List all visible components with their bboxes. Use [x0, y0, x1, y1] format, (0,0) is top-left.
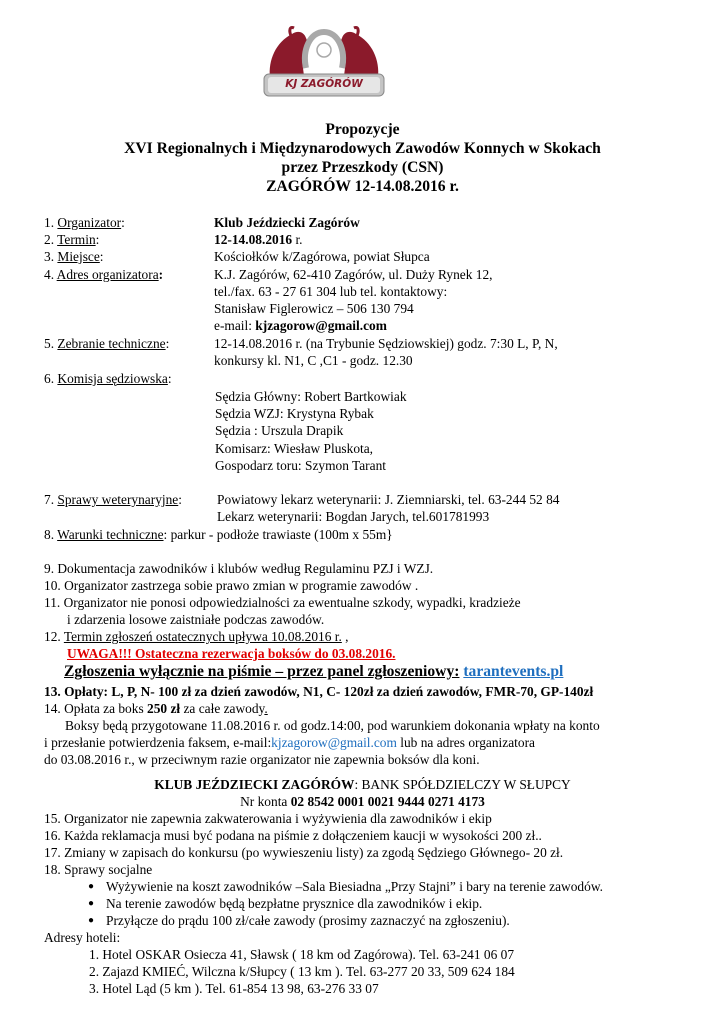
jury-member: Sędzia WZJ: Krystyna Rybak [215, 406, 374, 421]
item-14-box-fee: 14. Opłata za boks 250 zł za całe zawody. [44, 701, 268, 716]
item-10: 10. Organizator zastrzega sobie prawo zmian w programie zawodów . [44, 578, 419, 593]
item-9: 9. Dokumentacja zawodników i klubów według Regulaminu PZJ i WZJ. [44, 561, 434, 576]
jury-member: Sędzia : Urszula Drapik [215, 423, 344, 438]
item-11-cont: i zdarzenia losowe zaistniałe podczas zawodów. [67, 612, 325, 627]
club-logo [258, 20, 390, 104]
heading-title: Propozycje [325, 121, 400, 138]
item-meeting-label: 5. Zebranie techniczne: [44, 336, 170, 351]
boxes-line-1: Boksy będą przygotowane 11.08.2016 r. od godz.14:00, pod warunkiem dokonania wpłaty na konto [65, 718, 600, 733]
logo-text: KJ ZAGÓRÓW [285, 78, 363, 90]
social-bullet: Wyżywienie na koszt zawodników –Sala Biesiadna „Przy Stajni” i bary na terenie zawodów. [106, 879, 603, 894]
social-bullet: Przyłącze do prądu 100 zł/całe zawody (prosimy zaznaczyć na zgłoszeniu). [106, 913, 510, 928]
item-13-fees: 13. Opłaty: L, P, N- 100 zł za dzień zawodów, N1, C- 120zł za dzień zawodów, FMR-70, GP-140zł [44, 684, 594, 699]
email-link[interactable]: kjzagorow@gmail.com [255, 318, 387, 333]
item-jury-label: 6. Komisja sędziowska: [44, 371, 172, 386]
item-place-value: Kościołków k/Zagórowa, powiat Słupca [214, 249, 430, 264]
item-17: 17. Zmiany w zapisach do konkursu (po wywieszeniu listy) za zgodą Sędziego Głównego- 20 zł. [44, 845, 564, 860]
item-16: 16. Każda reklamacja musi być podana na piśmie z dołączeniem kaucji w wysokości 200 zł.. [44, 828, 542, 843]
meeting-line-2: konkursy kl. N1, C ,C1 - godz. 12.30 [214, 353, 413, 368]
vet-line-2: Lekarz weterynarii: Bogdan Jarych, tel.601781993 [217, 509, 490, 524]
online-registration: Zgłoszenia wyłącznie na piśmie – przez panel zgłoszeniowy: tarantevents.pl [64, 663, 564, 680]
bullet-icon: ● [88, 915, 95, 926]
item-technical: 8. Warunki techniczne: parkur - podłoże trawiaste (100m x 55m} [44, 527, 393, 542]
boxes-email-link[interactable]: kjzagorow@gmail.com [271, 735, 397, 750]
item-12: 12. Termin zgłoszeń ostatecznych upływa 10.08.2016 r. , [44, 629, 349, 644]
jury-member: Sędzia Główny: Robert Bartkowiak [215, 389, 407, 404]
item-place-label: 3. Miejsce: [44, 249, 104, 264]
social-bullet: Na terenie zawodów będą bezpłatne prysznice dla zawodników i ekip. [106, 896, 483, 911]
boxes-line-3: do 03.08.2016 r., w przeciwnym razie organizator nie zapewnia boksów dla koni. [44, 752, 480, 767]
item-15: 15. Organizator nie zapewnia zakwaterowania i wyżywienia dla zawodników i ekip [44, 811, 492, 826]
hotel-item: 1. Hotel OSKAR Osiecza 41, Sławsk ( 18 km od Zagórowa). Tel. 63-241 06 07 [89, 947, 515, 962]
heading-date-place: ZAGÓRÓW 12-14.08.2016 r. [266, 178, 459, 195]
address-line-1: K.J. Zagórów, 62-410 Zagórów, ul. Duży Rynek 12, [214, 267, 493, 282]
registration-link[interactable]: tarantevents.pl [463, 663, 564, 680]
bank-name: KLUB JEŹDZIECKI ZAGÓRÓW: BANK SPÓŁDZIELCZY W SŁUPCY [154, 777, 571, 792]
item-11: 11. Organizator nie ponosi odpowiedzialności za ewentualne szkody, wypadki, kradzieże [44, 595, 521, 610]
hotel-item: 2. Zajazd KMIEĆ, Wilczna k/Słupcy ( 13 km ). Tel. 63-277 20 33, 509 624 184 [89, 964, 515, 979]
address-line-3: Stanisław Figlerowicz – 506 130 794 [214, 301, 414, 316]
bullet-icon: ● [88, 898, 95, 909]
item-date-value: 12-14.08.2016 r. [214, 232, 303, 247]
address-line-2: tel./fax. 63 - 27 61 304 lub tel. kontaktowy: [214, 284, 448, 299]
meeting-line-1: 12-14.08.2016 r. (na Trybunie Sędziowskiej) godz. 7:30 L, P, N, [214, 336, 558, 351]
hotel-item: 3. Hotel Ląd (5 km ). Tel. 61-854 13 98, 63-276 33 07 [89, 981, 379, 996]
heading-event: XVI Regionalnych i Międzynarodowych Zawodów Konnych w Skokach [124, 140, 601, 157]
jury-member: Komisarz: Wiesław Pluskota, [215, 441, 374, 456]
hotels-label: Adresy hoteli: [44, 930, 121, 945]
vet-line-1: Powiatowy lekarz weterynarii: J. Ziemniarski, tel. 63-244 52 84 [217, 492, 560, 507]
bullet-icon: ● [88, 881, 95, 892]
item-address-label: 4. Adres organizatora: [44, 267, 164, 282]
bank-account: Nr konta 02 8542 0001 0021 9444 0271 4173 [240, 794, 485, 809]
heading-event-type: przez Przeszkody (CSN) [281, 159, 444, 176]
address-email: e-mail: kjzagorow@gmail.com [214, 318, 387, 333]
warning-boxes: UWAGA!!! Ostateczna rezerwacja boksów do 03.08.2016. [67, 646, 396, 661]
jury-member: Gospodarz toru: Szymon Tarant [215, 458, 386, 473]
item-organizer-label: 1. Organizator: [44, 215, 125, 230]
item-organizer-value: Klub Jeździecki Zagórów [214, 215, 360, 230]
item-18: 18. Sprawy socjalne [44, 862, 153, 877]
item-date-label: 2. Termin: [44, 232, 100, 247]
boxes-line-2: i przesłanie potwierdzenia faksem, e-mail:kjzagorow@gmail.com lub na adres organizatora [44, 735, 535, 750]
item-vet-label: 7. Sprawy weterynaryjne: [44, 492, 182, 507]
